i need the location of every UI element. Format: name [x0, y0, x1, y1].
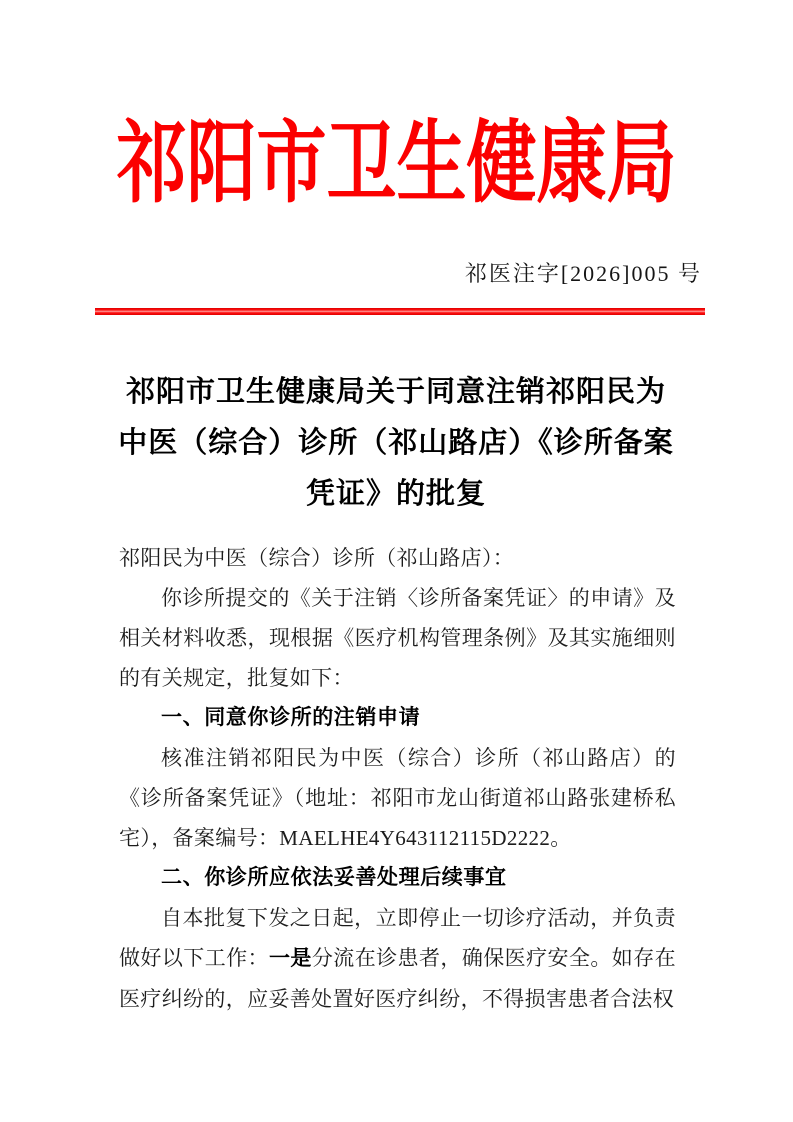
- document-title-line: 中医（综合）诊所（祁山路店）《诊所备案: [118, 427, 674, 459]
- document-title: [96, 367, 696, 520]
- salutation: 祁阳民为中医（综合）诊所（祁山路店）：: [119, 546, 515, 570]
- document-title-line: 祁阳市卫生健康局关于同意注销祁阳民为: [125, 376, 666, 408]
- agency-name-header: 祁阳市卫生健康局: [116, 116, 677, 215]
- section-1-paragraph: 核准注销祁阳民为中医（综合）诊所（祁山路店）的《诊所备案凭证》（地址：祁阳市龙山街道祁山路张建桥私宅），备案编号：MAELHE4Y643112115D2222。: [119, 746, 676, 850]
- intro-paragraph: 你诊所提交的《关于注销〈诊所备案凭证〉的申请》及相关材料收悉，现根据《医疗机构管理条例》及其实施细则的有关规定，批复如下：: [119, 586, 676, 690]
- section-2-text-pre: 自本批复下发之日起，立即停止一切诊疗活动，并负责做好以下工作：: [119, 906, 676, 970]
- document-title-line: 凭证》的批复: [305, 478, 486, 510]
- red-divider-rule: [95, 308, 705, 315]
- section-2-heading: 二、你诊所应依法妥善处理后续事宜: [161, 866, 507, 889]
- section-2-text-emphasis: 一是: [268, 947, 312, 970]
- document-body: [119, 538, 676, 1019]
- document-number: 祁医注字[2026]005 号: [464, 261, 702, 286]
- section-2-text-post: 分流在诊患者，确保医疗安全。如存在医疗纠纷的，应妥善处置好医疗纠纷，不得损害患者合法权: [119, 946, 677, 1011]
- section-2-paragraph: [119, 898, 676, 1019]
- section-1-heading: 一、同意你诊所的注销申请: [161, 706, 421, 729]
